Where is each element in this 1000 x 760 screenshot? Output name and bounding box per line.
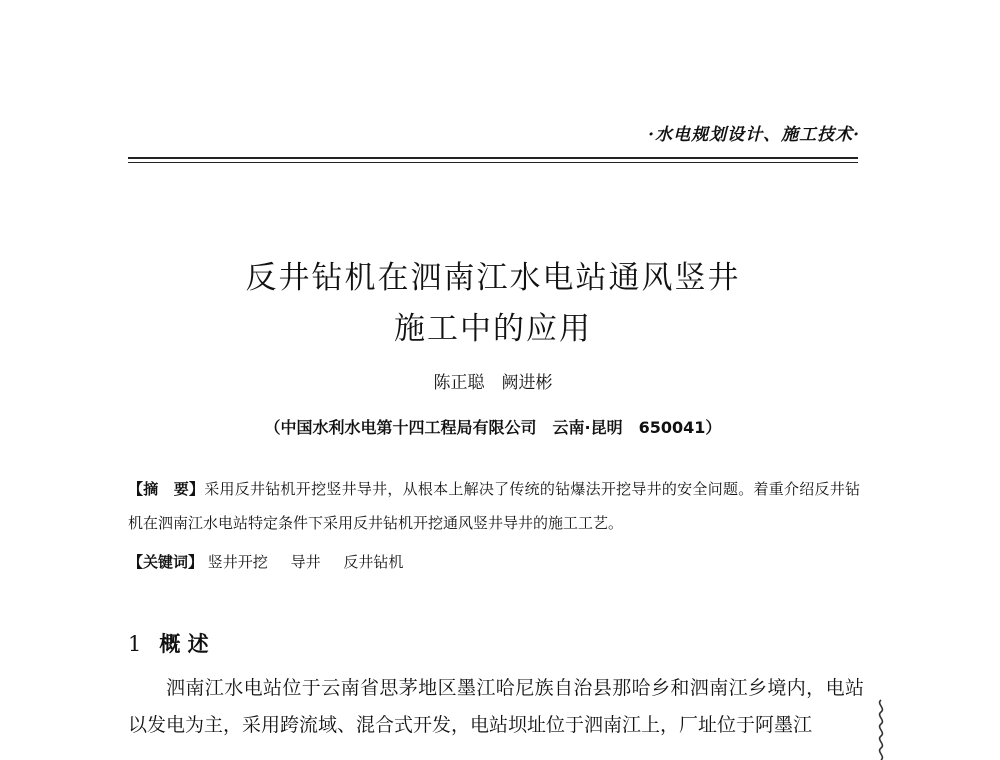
section-heading <box>128 628 209 658</box>
header-rule-thick <box>128 157 858 159</box>
article-title-line-2: 施工中的应用 <box>394 311 592 347</box>
keywords-label: 【关键词】 <box>128 553 204 571</box>
article-title-line-1: 反井钻机在泗南江水电站通风竖井 <box>245 260 741 296</box>
header-rule-thin <box>128 162 858 163</box>
authors: 陈正聪 阙进彬 <box>433 373 553 393</box>
affiliation: （中国水利水电第十四工程局有限公司 云南·昆明 650041） <box>264 418 722 437</box>
keywords <box>128 550 860 574</box>
keyword-item: 竖井开挖 <box>207 553 268 571</box>
section-title: 概 述 <box>159 632 209 656</box>
keyword-item: 导井 <box>290 553 321 571</box>
abstract-text: 采用反井钻机开挖竖井导井，从根本上解决了传统的钻爆法开挖导井的安全问题。着重介绍反井钻机在泗南江水电站特定条件下采用反井钻机开挖通风竖井导井的施工工艺。 <box>128 480 860 532</box>
section-number: 1 <box>128 632 142 656</box>
body-paragraph: 泗南江水电站位于云南省思茅地区墨江哈尼族自治县那哈乡和泗南江乡境内，电站以发电为主，采用跨流域、混合式开发，电站坝址位于泗南江上，厂址位于阿墨江 <box>128 677 864 736</box>
binding-edge-mark-icon <box>874 698 888 760</box>
running-header: ·水电规划设计、施工技术· <box>648 125 860 145</box>
keyword-item: 反井钻机 <box>343 553 404 571</box>
abstract-label: 【摘 要】 <box>128 480 205 498</box>
abstract <box>128 472 860 540</box>
